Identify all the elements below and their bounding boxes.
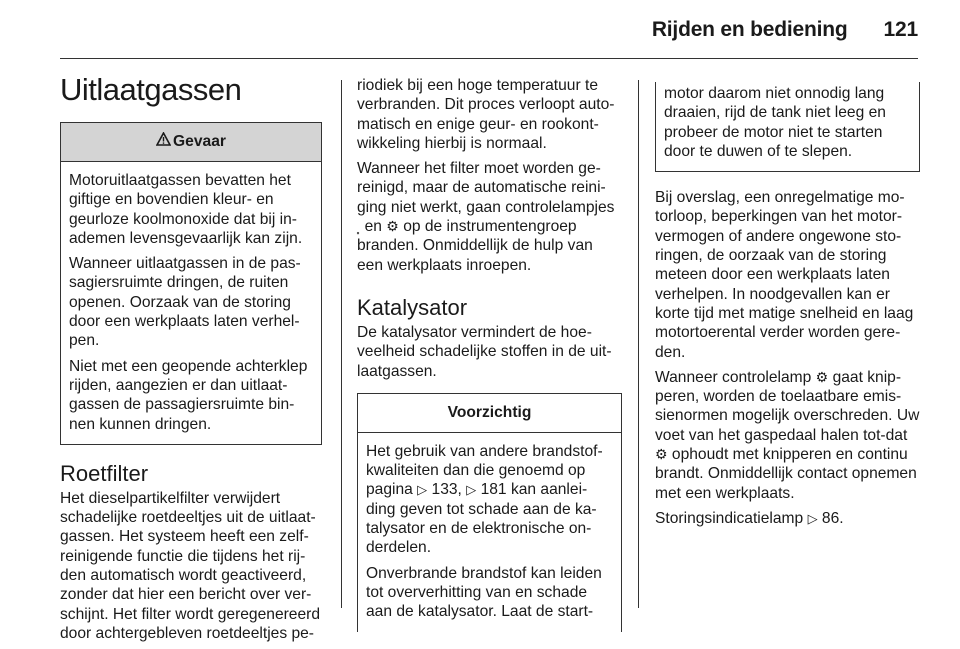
column-divider-2: [638, 80, 639, 608]
caution-box-continued: [655, 82, 920, 172]
section-title-katalysator: Katalysator: [357, 294, 468, 320]
engine-lamp-icon: ⚙: [655, 446, 668, 463]
katalysator-paragraph: De katalysator vermindert de hoe-veelheid schadelijke stoffen in de uit-laatgassen.: [357, 323, 612, 380]
caution-box-header: Voorzichtig: [358, 394, 621, 433]
section-title-roetfilter: Roetfilter: [60, 460, 149, 486]
text-span: Het gebruik van andere brandstof-kwaliteiten dan die genoemd op pagina: [366, 442, 603, 499]
danger-paragraph-2: Wanneer uitlaatgassen in de pas-sagiersruimte dringen, de ruiten openen. Oorzaak van de storing door een werkplaats laten verhel-pen.: [69, 255, 301, 350]
page-number: 121: [883, 18, 918, 41]
page-ref-181[interactable]: 181: [480, 481, 507, 499]
page-ref-arrow-icon: ▷: [417, 482, 428, 498]
caution-paragraph-1: Het gebruik van andere brandstof-kwaliteiten dan die genoemd op pagina ▷ 133, ▷ 181 kan aanlei-ding geven tot schade aan de ka-talysator en de elektronische on-derdelen.: [366, 442, 603, 557]
text-span: Wanneer het filter moet worden ge-reinigd, maar de automatische reini-ging niet werkt, gaan controlelampjes: [357, 160, 615, 216]
header-rule: [60, 58, 918, 59]
lamp-flashing-paragraph: [655, 368, 920, 503]
column-2: [357, 76, 622, 632]
text-span: gaat knip-peren, worden de toelaatbare emis-sienormen mogelijk overschreden. Uw voet van het gaspedaal halen tot-dat: [655, 368, 920, 444]
header-title: Rijden en bediening: [651, 18, 848, 41]
danger-box-body: [61, 162, 321, 444]
page-ref-arrow-icon: ▷: [466, 482, 477, 498]
page-ref-133[interactable]: 133: [431, 481, 458, 499]
engine-lamp-icon: ⚙: [815, 368, 829, 385]
engine-lamp-icon: ⚙: [386, 218, 399, 235]
caution-box-body: [358, 433, 621, 632]
roetfilter-paragraph-cont: riodiek bij een hoge temperatuur te verbranden. Dit proces verloopt auto-matisch en enige geur- en rookont-wikkeling hierbij is normaal.: [357, 77, 615, 152]
caution-box: [357, 393, 622, 632]
text-span: Storingsindicatielamp: [655, 509, 804, 527]
danger-box-title: Gevaar: [173, 133, 226, 150]
roetfilter-paragraph: Het dieselpartikelfilter verwijdert schadelijke roetdeeltjes uit de uitlaat-gassen. Het systeem heeft een zelf-reinigende functie die tijdens het rij-den automatisch wordt geactiveerd, zonder dat hier een bericht over ver-schijnt. Het filter wordt geregenereerd door achtergebleven roetdeeltjes pe-: [60, 489, 321, 642]
caution-box-continued-body: [656, 82, 919, 171]
danger-box-header: [61, 123, 321, 162]
running-header: [652, 18, 918, 42]
caution-paragraph-2: Onverbrande brandstof kan leiden tot oververhitting van en schade aan de katalysator. Laat de start-: [366, 564, 602, 621]
column-divider-1: [341, 80, 342, 608]
warning-triangle-icon: [156, 123, 171, 161]
text-span: Wanneer controlelamp: [655, 368, 812, 386]
roetfilter-warning-paragraph: [357, 159, 622, 275]
indicator-reference-paragraph: [655, 509, 920, 528]
text-span: op de instrumentengroep branden. Onmiddellijk de hulp van een werkplaats inroepen.: [357, 218, 593, 274]
filter-lamp-icon: ⸼: [357, 218, 361, 235]
malfunction-paragraph: Bij overslag, een onregelmatige mo-torloop, beperkingen van het motor-vermogen of andere ongewone sto-ringen, de oorzaak van de storing meteen door een werkplaats laten verhelpen. In noodgevallen kan er korte tijd met matige snelheid en laag motortoerental verder worden gere-den.: [655, 189, 914, 361]
text-span: ophoudt met knipperen en continu brandt. Onmiddellijk contact opnemen met een werkplaats.: [655, 446, 917, 502]
text-span: en: [364, 218, 382, 236]
text-span: kan aanlei-ding geven tot schade aan de ka-talysator en de elektronische on-derdelen.: [366, 481, 597, 557]
column-1: [60, 72, 322, 649]
danger-paragraph-1: Motoruitlaatgassen bevatten het giftige en bovendien kleur- en geurloze koolmonoxide dat bij in-ademen levensgevaarlijk kan zijn.: [69, 172, 303, 247]
section-title-uitlaatgassen: Uitlaatgassen: [60, 72, 242, 107]
caution-paragraph-cont: motor daarom niet onnodig lang draaien, rijd de tank niet leeg en probeer de motor niet te starten door te duwen of te slepen.: [664, 85, 886, 160]
danger-box: [60, 122, 322, 445]
column-3: [655, 82, 920, 534]
danger-paragraph-3: Niet met een geopende achterklep rijden, aangezien er dan uitlaat-gassen de passagiersruimte bin-nen kunnen dringen.: [69, 357, 308, 433]
page-ref-arrow-icon: ▷: [807, 510, 818, 526]
page-ref-86[interactable]: 86.: [821, 509, 844, 527]
